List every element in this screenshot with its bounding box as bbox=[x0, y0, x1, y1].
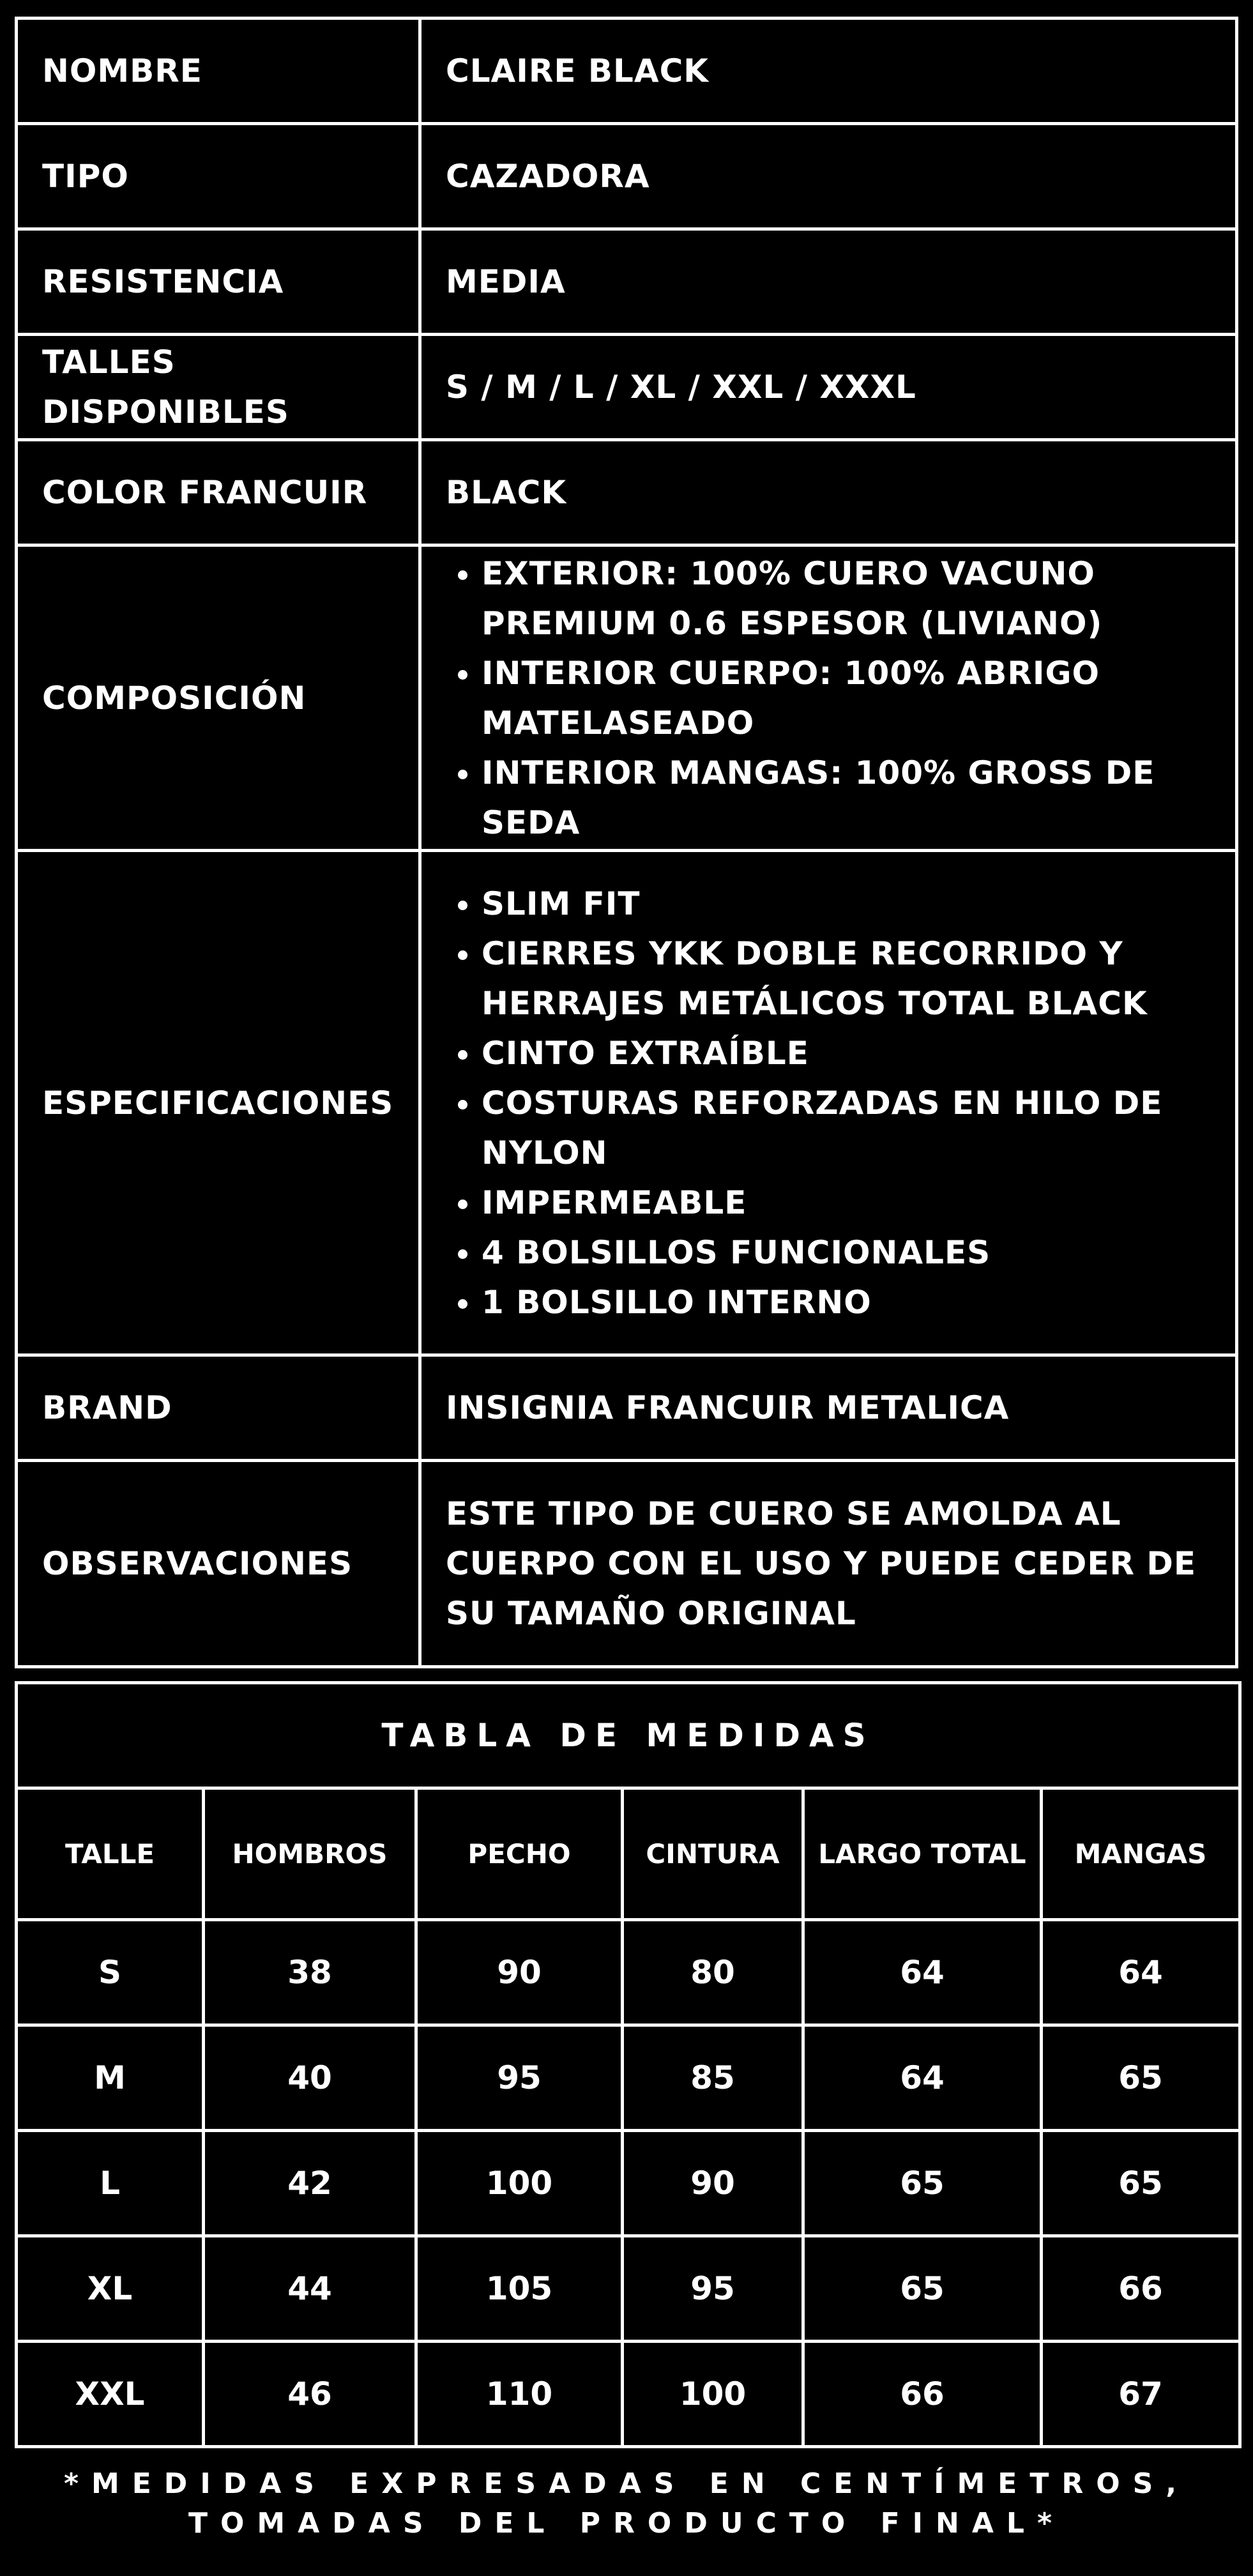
spec-label: TALLES DISPONIBLES bbox=[17, 335, 420, 440]
table-cell: 64 bbox=[803, 1920, 1042, 2025]
spec-label: RESISTENCIA bbox=[17, 229, 420, 335]
spec-row-talles bbox=[17, 335, 1237, 440]
table-cell: 105 bbox=[416, 2236, 623, 2342]
composition-list bbox=[446, 549, 1211, 848]
table-cell: 65 bbox=[803, 2131, 1042, 2236]
spec-value: CLAIRE BLACK bbox=[420, 19, 1237, 124]
table-row bbox=[17, 1920, 1240, 2025]
table-cell: 65 bbox=[803, 2236, 1042, 2342]
table-cell: 85 bbox=[623, 2025, 803, 2131]
table-cell: 95 bbox=[623, 2236, 803, 2342]
table-cell: 66 bbox=[803, 2342, 1042, 2447]
table-cell: 40 bbox=[204, 2025, 416, 2131]
list-item: • IMPERMEABLE bbox=[482, 1178, 1211, 1228]
product-sheet bbox=[15, 17, 1238, 2448]
spec-row-especificaciones bbox=[17, 851, 1237, 1355]
table-cell: 64 bbox=[803, 2025, 1042, 2131]
size-chart-title: TABLA DE MEDIDAS bbox=[17, 1683, 1240, 1788]
table-cell: 67 bbox=[1042, 2342, 1240, 2447]
table-cell: 100 bbox=[416, 2131, 623, 2236]
spec-row-tipo bbox=[17, 124, 1237, 229]
column-header: PECHO bbox=[416, 1788, 623, 1920]
spec-label: COMPOSICIÓN bbox=[17, 545, 420, 851]
table-cell: 65 bbox=[1042, 2025, 1240, 2131]
table-cell: L bbox=[17, 2131, 204, 2236]
list-item: • CINTO EXTRAÍBLE bbox=[482, 1028, 1211, 1078]
column-header: MANGAS bbox=[1042, 1788, 1240, 1920]
spec-value: ESTE TIPO DE CUERO SE AMOLDA AL CUERPO CON EL USO Y PUEDE CEDER DE SU TAMAÑO ORIGINAL bbox=[420, 1461, 1237, 1667]
table-cell: XXL bbox=[17, 2342, 204, 2447]
list-item: • INTERIOR CUERPO: 100% ABRIGO MATELASEADO bbox=[482, 648, 1211, 748]
table-cell: 90 bbox=[623, 2131, 803, 2236]
spec-label: OBSERVACIONES bbox=[17, 1461, 420, 1667]
spec-value: S / M / L / XL / XXL / XXXL bbox=[420, 335, 1237, 440]
list-item: • 1 BOLSILLO INTERNO bbox=[482, 1277, 1211, 1327]
spec-label: TIPO bbox=[17, 124, 420, 229]
table-cell: 65 bbox=[1042, 2131, 1240, 2236]
spec-row-resistencia bbox=[17, 229, 1237, 335]
specifications-list bbox=[446, 879, 1211, 1327]
spec-label: NOMBRE bbox=[17, 19, 420, 124]
table-cell: 110 bbox=[416, 2342, 623, 2447]
table-cell: 46 bbox=[204, 2342, 416, 2447]
list-item: • INTERIOR MANGAS: 100% GROSS DE SEDA bbox=[482, 748, 1211, 848]
table-row bbox=[17, 2025, 1240, 2131]
spec-value bbox=[420, 545, 1237, 851]
table-cell: 80 bbox=[623, 1920, 803, 2025]
spec-label: BRAND bbox=[17, 1355, 420, 1461]
size-chart-header-row bbox=[17, 1788, 1240, 1920]
spec-row-composicion bbox=[17, 545, 1237, 851]
table-row bbox=[17, 2342, 1240, 2447]
list-item: • EXTERIOR: 100% CUERO VACUNO PREMIUM 0.6 ESPESOR (LIVIANO) bbox=[482, 549, 1211, 648]
list-item: • COSTURAS REFORZADAS EN HILO DE NYLON bbox=[482, 1078, 1211, 1178]
spec-value bbox=[420, 851, 1237, 1355]
size-chart-table bbox=[15, 1681, 1242, 2448]
list-item: • SLIM FIT bbox=[482, 879, 1211, 929]
spec-value: MEDIA bbox=[420, 229, 1237, 335]
spec-row-nombre bbox=[17, 19, 1237, 124]
column-header: CINTURA bbox=[623, 1788, 803, 1920]
table-cell: XL bbox=[17, 2236, 204, 2342]
table-cell: 66 bbox=[1042, 2236, 1240, 2342]
product-spec-table bbox=[15, 17, 1238, 1668]
spec-value: BLACK bbox=[420, 440, 1237, 545]
spec-value: INSIGNIA FRANCUIR METALICA bbox=[420, 1355, 1237, 1461]
spec-row-observaciones bbox=[17, 1461, 1237, 1667]
table-cell: M bbox=[17, 2025, 204, 2131]
table-cell: 90 bbox=[416, 1920, 623, 2025]
list-item: • 4 BOLSILLOS FUNCIONALES bbox=[482, 1228, 1211, 1277]
table-row bbox=[17, 2236, 1240, 2342]
table-cell: 42 bbox=[204, 2131, 416, 2236]
table-cell: 95 bbox=[416, 2025, 623, 2131]
column-header: HOMBROS bbox=[204, 1788, 416, 1920]
spec-row-color bbox=[17, 440, 1237, 545]
spec-label: COLOR FRANCUIR bbox=[17, 440, 420, 545]
column-header: TALLE bbox=[17, 1788, 204, 1920]
table-row bbox=[17, 2131, 1240, 2236]
spec-row-brand bbox=[17, 1355, 1237, 1461]
list-item: • CIERRES YKK DOBLE RECORRIDO Y HERRAJES METÁLICOS TOTAL BLACK bbox=[482, 929, 1211, 1028]
table-cell: 38 bbox=[204, 1920, 416, 2025]
table-cell: 44 bbox=[204, 2236, 416, 2342]
table-cell: 100 bbox=[623, 2342, 803, 2447]
measurement-footnote: *MEDIDAS EXPRESADAS EN CENTÍMETROS, TOMADAS DEL PRODUCTO FINAL* bbox=[63, 2467, 1190, 2540]
table-cell: 64 bbox=[1042, 1920, 1240, 2025]
spec-label: ESPECIFICACIONES bbox=[17, 851, 420, 1355]
size-chart-title-row bbox=[17, 1683, 1240, 1788]
spec-value: CAZADORA bbox=[420, 124, 1237, 229]
column-header: LARGO TOTAL bbox=[803, 1788, 1042, 1920]
table-cell: S bbox=[17, 1920, 204, 2025]
